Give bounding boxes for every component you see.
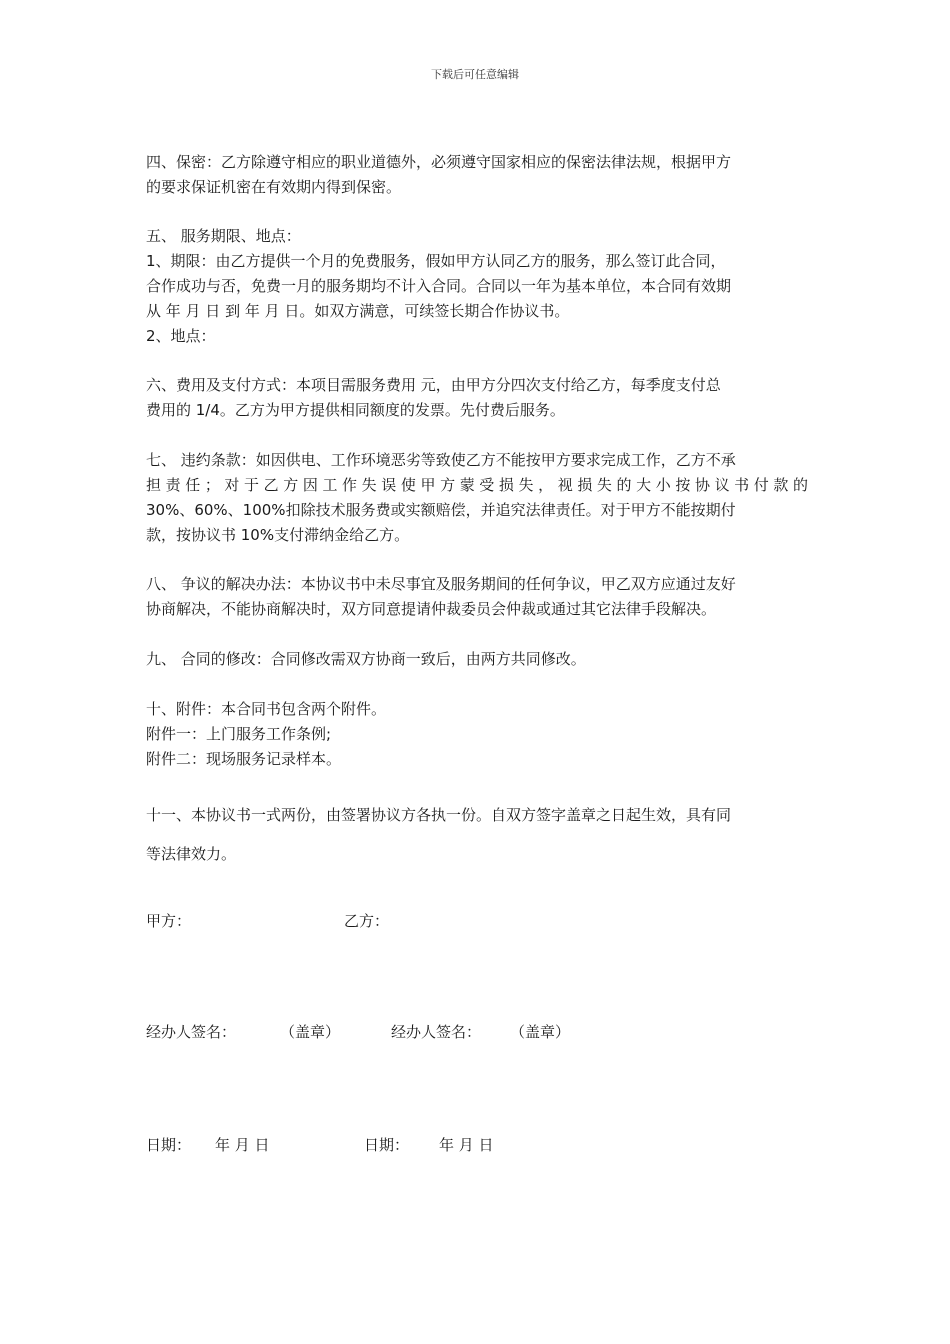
text-line: 的要求保证机密在有效期内得到保密。 — [146, 178, 402, 196]
text-line: 七、 违约条款：如因供电、工作环境恶劣等致使乙方不能按甲方要求完成工作，乙方不承 — [146, 451, 736, 469]
agent-b-label: 经办人签名： — [391, 1023, 482, 1041]
text-line: 担责任；对于乙方因工作失误使甲方蒙受损失，视损失的大小按协议书付款的 — [146, 476, 808, 494]
text-line: 1、期限：由乙方提供一个月的免费服务，假如甲方认同乙方的服务，那么签订此合同， — [146, 252, 726, 270]
date-b-fields: 年 月 日 — [439, 1136, 494, 1154]
text-line: 附件二：现场服务记录样本。 — [146, 750, 342, 768]
text-line: 从 年 月 日 到 年 月 日。如双方满意，可续签长期合作协议书。 — [146, 302, 570, 320]
section-fees — [146, 373, 808, 423]
text-line: 2、地点： — [146, 327, 216, 345]
party-b-label: 乙方： — [344, 912, 390, 930]
date-b-label: 日期： — [364, 1136, 410, 1154]
text-line: 合作成功与否，免费一月的服务期均不计入合同。合同以一年为基本单位，本合同有效期 — [146, 277, 732, 295]
section-dispute — [146, 572, 808, 622]
section-modification — [146, 647, 808, 672]
text-line: 八、 争议的解决办法：本协议书中未尽事宜及服务期间的任何争议，甲乙双方应通过友好 — [146, 575, 736, 593]
date-a-label: 日期： — [146, 1136, 192, 1154]
text-line: 九、 合同的修改：合同修改需双方协商一致后，由两方共同修改。 — [146, 650, 586, 668]
seal-a-label: （盖章） — [280, 1023, 341, 1041]
text-line: 款，按协议书 10%支付滞纳金给乙方。 — [146, 526, 410, 544]
section-effect — [146, 796, 808, 874]
section-title: 五、 服务期限、地点： — [146, 227, 301, 245]
section-attachments — [146, 697, 808, 772]
section-breach — [146, 448, 808, 548]
text-line: 十一、本协议书一式两份，由签署协议方各执一份。自双方签字盖章之日起生效，具有同 — [146, 806, 732, 824]
text-line: 协商解决，不能协商解决时，双方同意提请仲裁委员会仲裁或通过其它法律手段解决。 — [146, 600, 717, 618]
text-line: 四、保密：乙方除遵守相应的职业道德外，必须遵守国家相应的保密法律法规，根据甲方 — [146, 153, 732, 171]
header-note: 下载后可任意编辑 — [431, 68, 519, 81]
seal-b-label: （盖章） — [510, 1023, 571, 1041]
section-confidentiality — [146, 150, 808, 200]
text-line: 等法律效力。 — [146, 845, 237, 863]
text-line: 30%、60%、100%扣除技术服务费或实额赔偿，并追究法律责任。对于甲方不能按期付 — [146, 501, 736, 519]
agent-a-label: 经办人签名： — [146, 1023, 237, 1041]
date-a-fields: 年 月 日 — [215, 1136, 270, 1154]
text-line: 附件一：上门服务工作条例; — [146, 725, 332, 743]
section-service-period — [146, 224, 808, 349]
text-line: 六、费用及支付方式：本项目需服务费用 元，由甲方分四次支付给乙方，每季度支付总 — [146, 376, 721, 394]
text-line: 费用的 1/4。乙方为甲方提供相同额度的发票。先付费后服务。 — [146, 401, 565, 419]
party-a-label: 甲方： — [146, 912, 192, 930]
text-line: 十、附件：本合同书包含两个附件。 — [146, 700, 387, 718]
